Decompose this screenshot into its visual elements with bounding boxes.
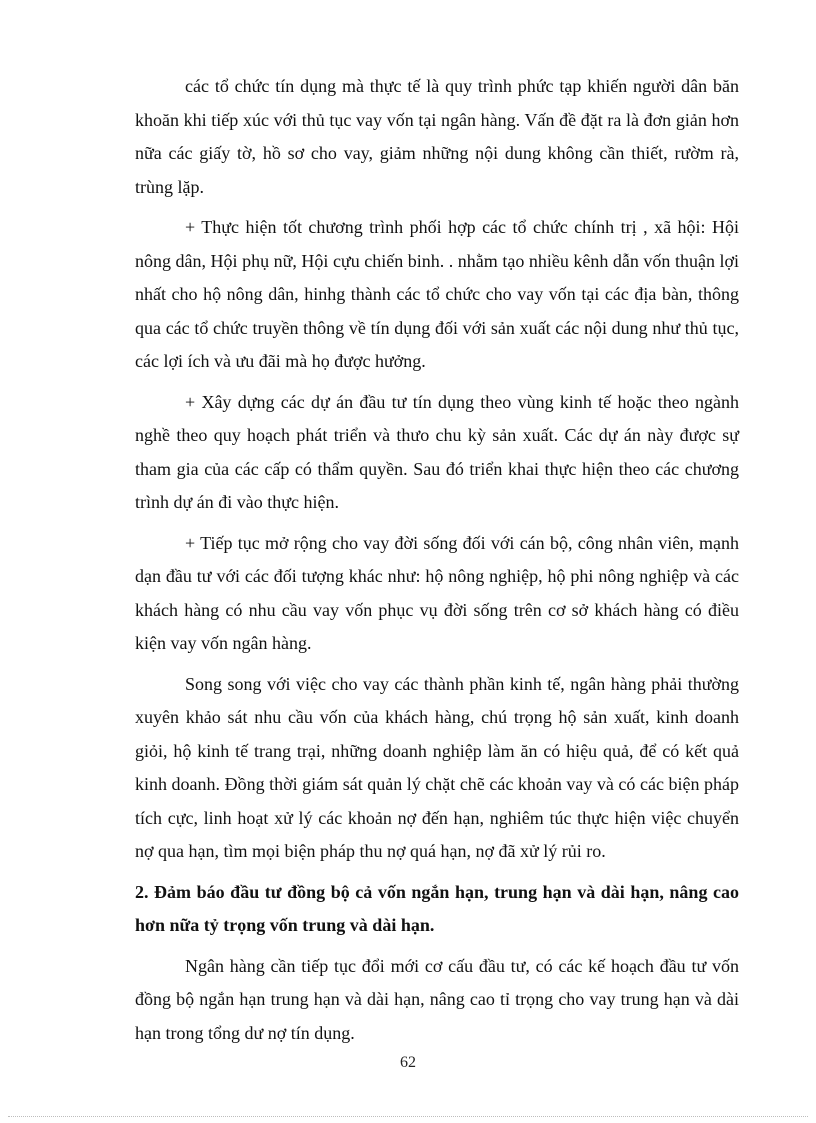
paragraph-consumer-lending: + Tiếp tục mở rộng cho vay đời sống đối với cán bộ, công nhân viên, mạnh dạn đầu tư với các đối tượng khác như: hộ nông nghiệp, hộ phi nông nghiệp và các khách hàng có nhu cầu vay vốn phục vụ đời sống trên cơ sở khách hàng có điều kiện vay vốn ngân hàng. <box>135 532 739 653</box>
page-bottom-border <box>8 1116 808 1117</box>
page-body <box>135 70 739 1057</box>
paragraph-customer-survey: Song song với việc cho vay các thành phần kinh tế, ngân hàng phải thường xuyên khảo sát nhu cầu vốn của khách hàng, chú trọng hộ sản xuất, kinh doanh giỏi, hộ kinh tế trang trại, những doanh nghiệp làm ăn có hiệu quả, để có kết quả kinh doanh. Đồng thời giám sát quản lý chặt chẽ các khoản vay và có các biện pháp tích cực, linh hoạt xử lý các khoản nợ đến hạn, nghiêm túc thực hiện việc chuyển nợ qua hạn, tìm mọi biện pháp thu nợ quá hạn, nợ đã xử lý rủi ro. <box>135 673 739 861</box>
paragraph-coordination-organizations: + Thực hiện tốt chương trình phối hợp các tổ chức chính trị , xã hội: Hội nông dân, Hội phụ nữ, Hội cựu chiến binh. . nhằm tạo nhiều kênh dẫn vốn thuận lợi nhất cho hộ nông dân, hinhg thành các tổ chức cho vay vốn tại các địa bàn, thông qua các tổ chức truyền thông về tín dụng đối với sản xuất các nội dung như thủ tục, các lợi ích và ưu đãi mà họ được hưởng. <box>135 217 739 371</box>
paragraph-investment-structure: Ngân hàng cần tiếp tục đổi mới cơ cấu đầu tư, có các kế hoạch đầu tư vốn đồng bộ ngắn hạn trung hạn và dài hạn, nâng cao tỉ trọng cho vay trung hạn và dài hạn trong tổng dư nợ tín dụng. <box>135 955 739 1043</box>
section-heading: 2. Đảm báo đầu tư đồng bộ cả vốn ngắn hạn, trung hạn và dài hạn, nâng cao hơn nữa tỷ trọng vốn trung và dài hạn. <box>135 881 739 935</box>
page-number: 62 <box>400 1054 416 1071</box>
paragraph-investment-projects: + Xây dựng các dự án đầu tư tín dụng theo vùng kinh tế hoặc theo ngành nghề theo quy hoạch phát triển và thưo chu kỳ sản xuất. Các dự án này được sự tham gia của các cấp có thẩm quyền. Sau đó triển khai thực hiện theo các chương trình dự án đi vào thực hiện. <box>135 391 739 512</box>
paragraph-procedure-simplification: các tổ chức tín dụng mà thực tế là quy trình phức tạp khiến người dân băn khoăn khi tiếp xúc với thủ tục vay vốn tại ngân hàng. Vấn đề đặt ra là đơn giản hơn nữa các giấy tờ, hồ sơ cho vay, giảm những nội dung không cần thiết, rườm rà, trùng lặp. <box>135 76 739 197</box>
